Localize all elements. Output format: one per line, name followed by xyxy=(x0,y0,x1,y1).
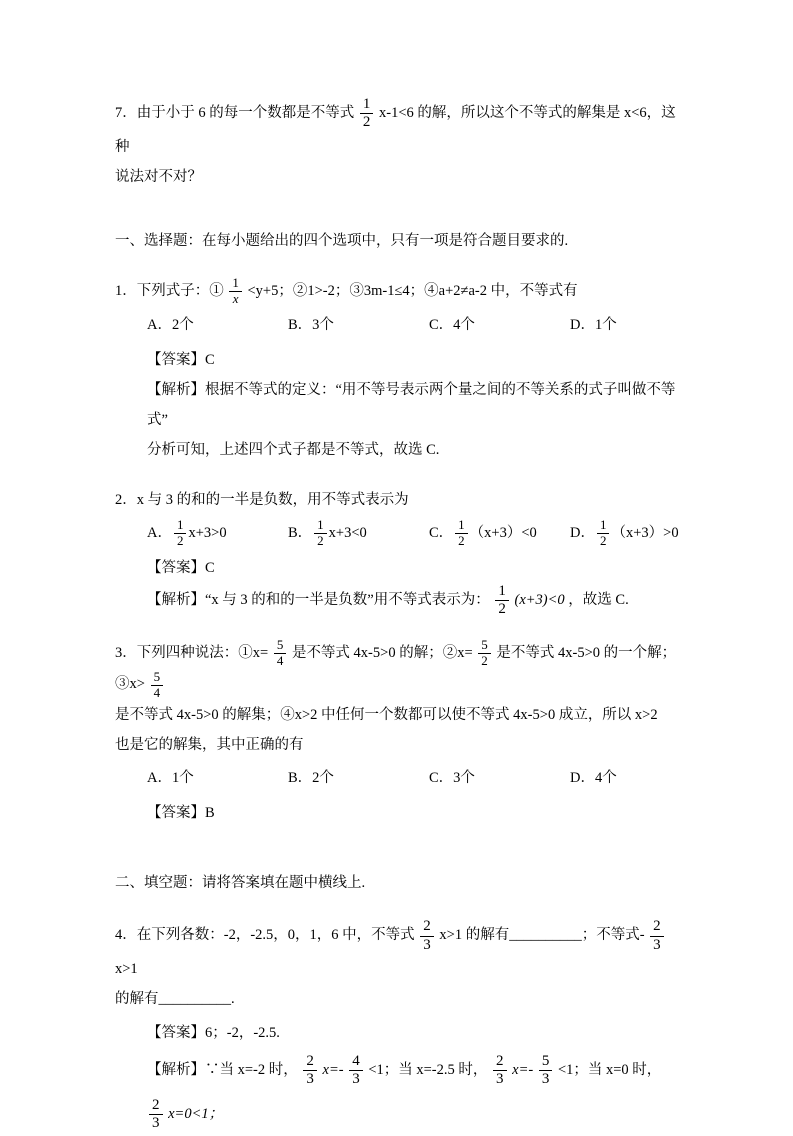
fraction-denominator: 3 xyxy=(496,1071,504,1088)
fraction-five-thirds xyxy=(537,1053,555,1089)
analysis-text: <1；当 x=0 时， xyxy=(557,1061,662,1078)
question-7-text: 说法对不对？ xyxy=(115,168,202,185)
analysis-math: (x+3)<0 xyxy=(514,591,565,608)
analysis-math: x=0<1； xyxy=(168,1105,224,1122)
fraction-numerator: 1 xyxy=(360,96,374,114)
analysis-math: x=- xyxy=(512,1061,534,1078)
question-2-answer: 【答案】C xyxy=(147,559,215,576)
question-3-text: 也是它的解集，其中正确的有 xyxy=(115,737,304,754)
question-4-analysis xyxy=(147,1048,687,1136)
analysis-text: 【解析】∵当 x=-2 时， xyxy=(147,1061,298,1078)
fraction-one-half xyxy=(595,518,612,549)
question-4-answer: 【答案】6；-2，-2.5. xyxy=(147,1024,280,1041)
option-d xyxy=(570,517,679,549)
fraction-numerator: 1 xyxy=(455,518,468,534)
question-1-stem xyxy=(115,276,687,307)
option-d: D．4个 xyxy=(570,770,617,787)
fraction-one-half xyxy=(172,518,189,549)
option-c: C．4个 xyxy=(429,316,475,333)
question-1-text: 1．下列式子：① xyxy=(115,282,224,299)
option-d: D．1个 xyxy=(570,316,617,333)
fraction-denominator: 2 xyxy=(458,532,465,548)
fraction-one-half xyxy=(453,518,470,549)
question-3-text: 是不等式 4x-5>0 的解；②x= xyxy=(291,645,473,662)
analysis-text: 分析可知，上述四个式子都是不等式，故选 C. xyxy=(147,441,440,458)
question-4-text: x>1 的解有__________；不等式- xyxy=(439,927,645,944)
question-3-text: 3．下列四种说法：①x= xyxy=(115,645,269,662)
option-b xyxy=(288,517,429,549)
fraction-denominator: 2 xyxy=(498,600,506,617)
option-label: A． xyxy=(147,524,172,541)
fraction-two-thirds xyxy=(648,918,666,954)
fraction-numerator: 2 xyxy=(650,918,664,936)
fraction-numerator: 5 xyxy=(539,1053,553,1071)
fraction-denominator: 2 xyxy=(599,532,607,548)
question-2-options xyxy=(147,517,687,549)
question-3-options xyxy=(147,762,687,794)
fraction-denominator: 3 xyxy=(352,1071,360,1088)
fraction-numerator: 1 xyxy=(314,518,327,534)
fraction-numerator: 1 xyxy=(174,518,187,534)
question-1-options xyxy=(147,309,687,341)
section-heading-choice: 一、选择题：在每小题给出的四个选项中，只有一项是符合题目要求的. xyxy=(115,232,569,249)
question-7 xyxy=(115,96,687,192)
fraction-two-thirds xyxy=(147,1097,165,1133)
fraction-denominator: 2 xyxy=(481,653,488,669)
analysis-math: x=- xyxy=(322,1061,344,1078)
option-expression: （x+3）>0 xyxy=(611,524,679,541)
fraction-numerator: 5 xyxy=(274,638,287,654)
fraction-numerator: 1 xyxy=(495,583,509,601)
fraction-five-halves xyxy=(476,638,493,669)
question-3-stem xyxy=(115,638,687,760)
fraction-numerator: 2 xyxy=(149,1097,163,1115)
option-b: B．2个 xyxy=(288,770,334,787)
question-1-text: <y+5；②1>-2；③3m-1≤4；④a+2≠a-2 中，不等式有 xyxy=(247,282,578,299)
fraction-denominator: x xyxy=(232,290,239,306)
option-b: B．3个 xyxy=(288,316,334,333)
fraction-numerator: 2 xyxy=(420,918,434,936)
fraction-numerator: 5 xyxy=(478,638,491,654)
fraction-one-over-x xyxy=(227,276,244,307)
fraction-denominator: 2 xyxy=(317,532,324,548)
option-expression: （x+3）<0 xyxy=(469,524,537,541)
fraction-denominator: 3 xyxy=(423,936,431,953)
question-4-text: x>1 xyxy=(115,960,138,977)
option-c: C．3个 xyxy=(429,770,475,787)
option-expression: x+3>0 xyxy=(188,524,227,541)
question-7-text: x-1<6 的解，所以这个不等式的解集是 x<6，这种 xyxy=(115,105,676,155)
option-label: D． xyxy=(570,524,595,541)
fraction-denominator: 4 xyxy=(276,653,284,669)
fraction-numerator: 2 xyxy=(493,1053,507,1071)
option-a: A．1个 xyxy=(147,770,194,787)
fraction-denominator: 2 xyxy=(362,114,371,131)
fraction-one-half xyxy=(312,518,329,549)
option-a xyxy=(147,517,288,549)
question-3-text: 是不等式 4x-5>0 的一个解；③x> xyxy=(115,645,677,693)
option-expression: x+3<0 xyxy=(328,524,367,541)
option-a: A．2个 xyxy=(147,316,194,333)
fraction-numerator: 4 xyxy=(349,1053,363,1071)
fraction-denominator: 4 xyxy=(153,684,161,700)
analysis-text: 【解析】“x 与 3 的和的一半是负数”用不等式表示为： xyxy=(147,591,490,608)
option-c xyxy=(429,517,570,549)
fraction-denominator: 3 xyxy=(152,1115,160,1132)
analysis-text: ，故选 C. xyxy=(568,591,629,608)
section-heading-fill-blank: 二、填空题：请将答案填在题中横线上. xyxy=(115,875,366,892)
fraction-one-half xyxy=(493,583,511,619)
analysis-text: <1；当 x=-2.5 时， xyxy=(368,1061,488,1078)
fraction-numerator: 1 xyxy=(597,518,610,534)
fraction-numerator: 1 xyxy=(229,276,242,292)
question-2-stem: 2．x 与 3 的和的一半是负数，用不等式表示为 xyxy=(115,491,409,508)
fraction-denominator: 3 xyxy=(306,1071,314,1088)
question-3-text: 是不等式 4x-5>0 的解集；④x>2 中任何一个数都可以使不等式 4x-5>0 成立，所以 x>2 xyxy=(115,707,658,724)
fraction-denominator: 2 xyxy=(176,532,184,548)
question-7-text: 7．由于小于 6 的每一个数都是不等式 xyxy=(115,105,355,122)
question-3-answer: 【答案】B xyxy=(147,805,215,822)
fraction-two-thirds xyxy=(491,1053,509,1089)
fraction-four-thirds xyxy=(347,1053,365,1089)
option-label: B． xyxy=(288,524,313,541)
question-4-stem xyxy=(115,918,687,1014)
analysis-text: 【解析】根据不等式的定义：“用不等号表示两个量之间的不等关系的式子叫做不等式” xyxy=(147,381,676,428)
fraction-two-thirds xyxy=(301,1053,319,1089)
fraction-five-fourths xyxy=(149,670,166,701)
fraction-one-half xyxy=(358,96,376,132)
fraction-two-thirds xyxy=(418,918,436,954)
option-label: C． xyxy=(429,524,454,541)
question-4-text: 的解有__________. xyxy=(115,990,235,1007)
fraction-numerator: 5 xyxy=(151,670,164,686)
question-2-analysis xyxy=(147,583,687,619)
question-4-text: 4．在下列各数：-2，-2.5，0，1，6 中，不等式 xyxy=(115,927,415,944)
fraction-numerator: 2 xyxy=(303,1053,317,1071)
fraction-denominator: 3 xyxy=(653,936,661,953)
fraction-denominator: 3 xyxy=(541,1071,550,1088)
fraction-five-fourths xyxy=(272,638,289,669)
question-1-answer: 【答案】C xyxy=(147,351,215,368)
question-1-analysis xyxy=(147,375,687,465)
